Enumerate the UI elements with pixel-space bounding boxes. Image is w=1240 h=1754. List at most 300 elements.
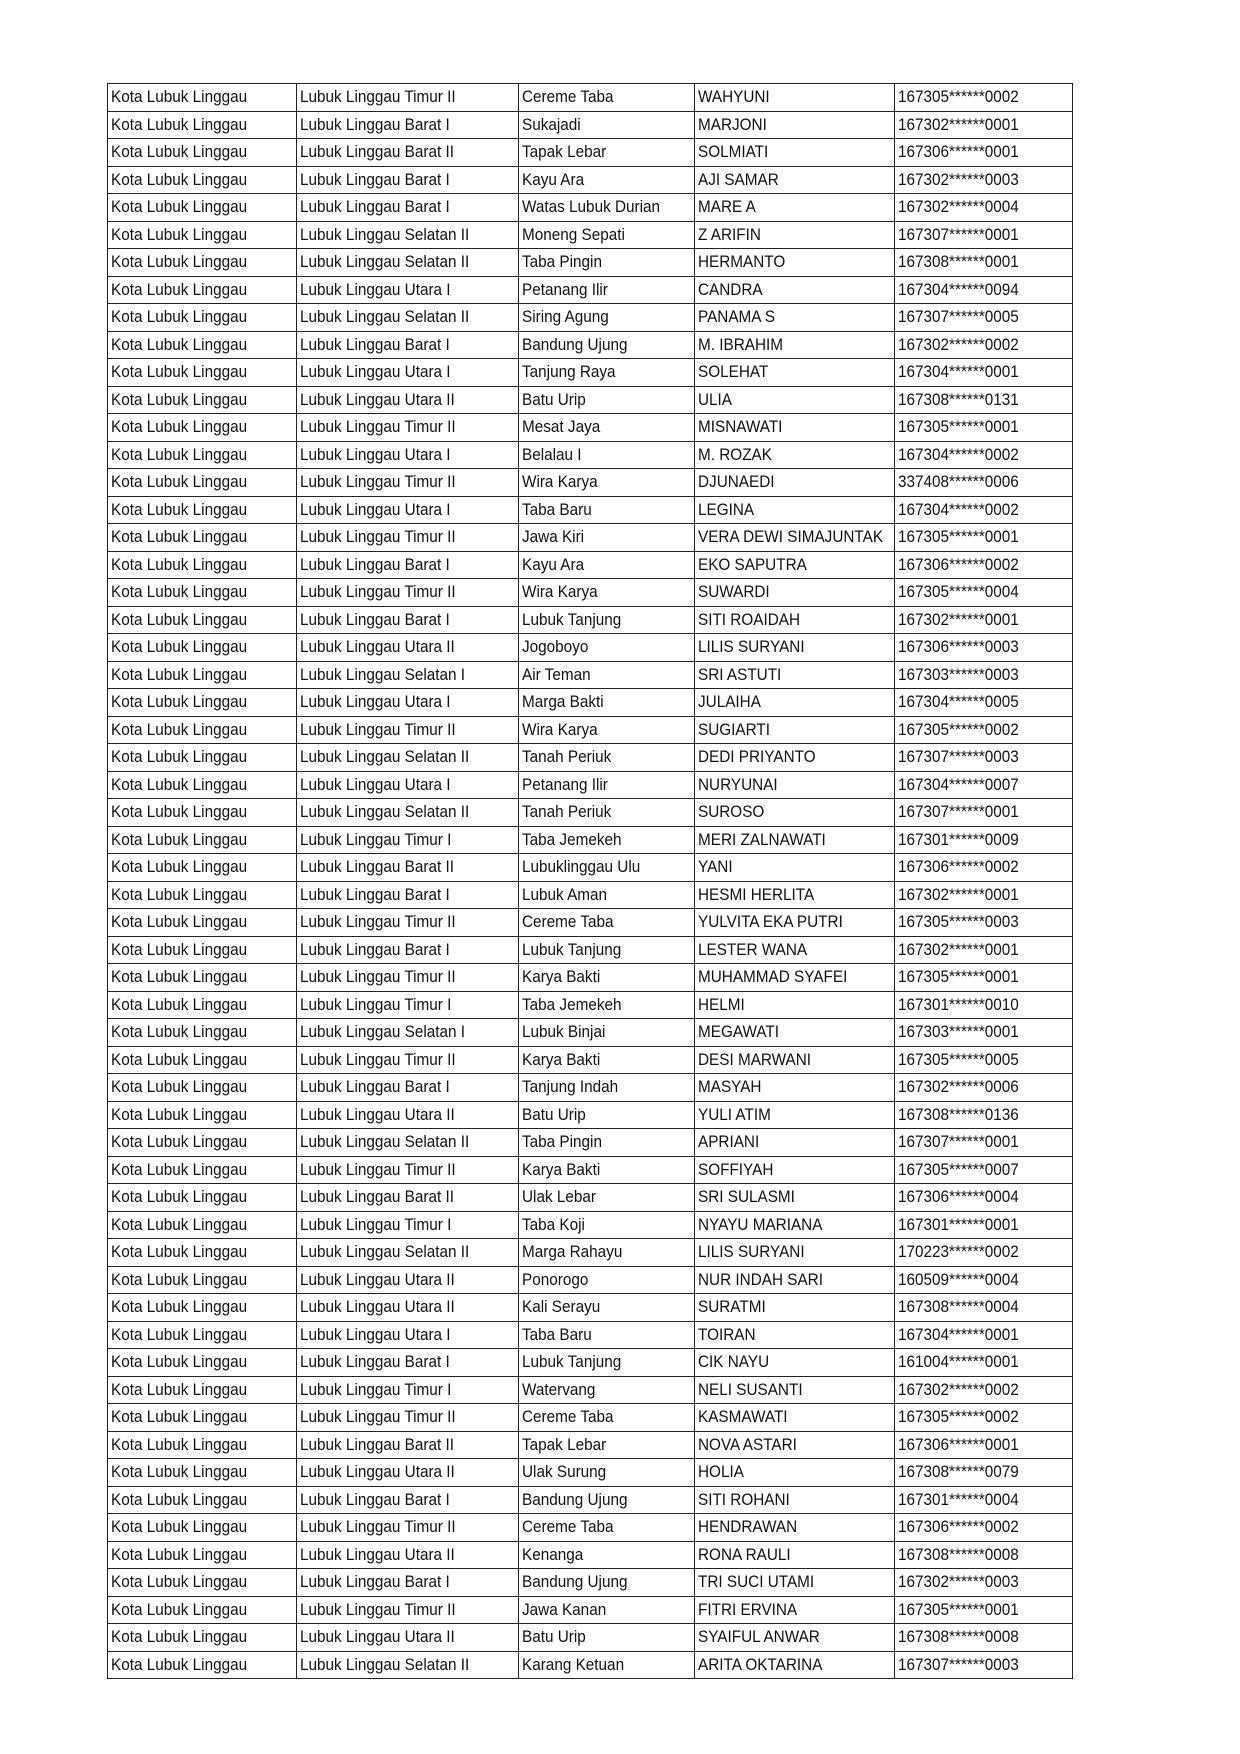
village-cell bbox=[519, 524, 695, 552]
village-cell bbox=[519, 304, 695, 332]
village-cell bbox=[519, 1321, 695, 1349]
village-cell bbox=[519, 579, 695, 607]
cell-text: Siring Agung bbox=[522, 307, 609, 327]
table-row bbox=[108, 221, 1073, 249]
cell-text: Lubuk Linggau Timur I bbox=[300, 829, 452, 849]
id-number-cell bbox=[895, 1129, 1073, 1157]
district-cell bbox=[297, 1541, 519, 1569]
village-cell bbox=[519, 1404, 695, 1432]
name-cell bbox=[695, 854, 895, 882]
cell-text: 167305******0005 bbox=[898, 1049, 1019, 1069]
id-number-cell bbox=[895, 166, 1073, 194]
cell-text: M. ROZAK bbox=[698, 444, 772, 464]
id-number-cell bbox=[895, 1624, 1073, 1652]
city-cell bbox=[108, 304, 297, 332]
cell-text: Kota Lubuk Linggau bbox=[111, 142, 248, 162]
cell-text: Air Teman bbox=[522, 664, 591, 684]
id-number-cell bbox=[895, 359, 1073, 387]
cell-text: Lubuk Linggau Barat I bbox=[300, 884, 450, 904]
city-cell bbox=[108, 936, 297, 964]
cell-text: 167308******0131 bbox=[898, 389, 1019, 409]
cell-text: Tapak Lebar bbox=[522, 1434, 607, 1454]
cell-text: MISNAWATI bbox=[698, 417, 783, 437]
table-row bbox=[108, 1239, 1073, 1267]
cell-text: Kota Lubuk Linggau bbox=[111, 1049, 248, 1069]
village-cell bbox=[519, 331, 695, 359]
city-cell bbox=[108, 661, 297, 689]
cell-text: Petanang Ilir bbox=[522, 279, 608, 299]
city-cell bbox=[108, 139, 297, 167]
district-cell bbox=[297, 331, 519, 359]
cell-text: CIK NAYU bbox=[698, 1352, 770, 1372]
village-cell bbox=[519, 771, 695, 799]
cell-text: SITI ROHANI bbox=[698, 1489, 790, 1509]
cell-text: Lubuk Linggau Utara I bbox=[300, 362, 451, 382]
table-row bbox=[108, 166, 1073, 194]
name-cell bbox=[695, 991, 895, 1019]
name-cell bbox=[695, 799, 895, 827]
cell-text: Lubuk Linggau Barat I bbox=[300, 1489, 450, 1509]
name-cell bbox=[695, 194, 895, 222]
village-cell bbox=[519, 1184, 695, 1212]
cell-text: Tanah Periuk bbox=[522, 802, 612, 822]
data-table bbox=[107, 83, 1073, 1679]
id-number-cell bbox=[895, 1431, 1073, 1459]
village-cell bbox=[519, 1486, 695, 1514]
cell-text: Lubuk Linggau Utara I bbox=[300, 774, 451, 794]
village-cell bbox=[519, 1514, 695, 1542]
cell-text: Karang Ketuan bbox=[522, 1654, 625, 1674]
cell-text: Kota Lubuk Linggau bbox=[111, 334, 248, 354]
cell-text: Kota Lubuk Linggau bbox=[111, 1297, 248, 1317]
cell-text: 167303******0003 bbox=[898, 664, 1019, 684]
village-cell bbox=[519, 1541, 695, 1569]
village-cell bbox=[519, 1101, 695, 1129]
id-number-cell bbox=[895, 1101, 1073, 1129]
cell-text: Jawa Kiri bbox=[522, 527, 585, 547]
district-cell bbox=[297, 139, 519, 167]
cell-text: Tapak Lebar bbox=[522, 142, 607, 162]
table-row bbox=[108, 881, 1073, 909]
city-cell bbox=[108, 579, 297, 607]
cell-text: Moneng Sepati bbox=[522, 224, 625, 244]
cell-text: Lubuk Linggau Utara II bbox=[300, 1462, 455, 1482]
cell-text: Lubuk Linggau Timur II bbox=[300, 527, 456, 547]
city-cell bbox=[108, 1101, 297, 1129]
cell-text: Jogoboyo bbox=[522, 637, 589, 657]
district-cell bbox=[297, 386, 519, 414]
id-number-cell bbox=[895, 1156, 1073, 1184]
district-cell bbox=[297, 1046, 519, 1074]
cell-text: Lubuk Linggau Utara I bbox=[300, 692, 451, 712]
cell-text: Petanang Ilir bbox=[522, 774, 608, 794]
cell-text: RONA RAULI bbox=[698, 1544, 791, 1564]
cell-text: Wira Karya bbox=[522, 582, 598, 602]
village-cell bbox=[519, 964, 695, 992]
cell-text: YULVITA EKA PUTRI bbox=[698, 912, 843, 932]
cell-text: Kota Lubuk Linggau bbox=[111, 1379, 248, 1399]
id-number-cell bbox=[895, 249, 1073, 277]
name-cell bbox=[695, 1211, 895, 1239]
cell-text: Kota Lubuk Linggau bbox=[111, 362, 248, 382]
name-cell bbox=[695, 964, 895, 992]
district-cell bbox=[297, 469, 519, 497]
cell-text: Lubuk Linggau Selatan II bbox=[300, 307, 470, 327]
cell-text: TRI SUCI UTAMI bbox=[698, 1572, 815, 1592]
cell-text: Lubuk Linggau Timur II bbox=[300, 1517, 456, 1537]
cell-text: Kota Lubuk Linggau bbox=[111, 472, 248, 492]
cell-text: Kota Lubuk Linggau bbox=[111, 1269, 248, 1289]
cell-text: YANI bbox=[698, 857, 733, 877]
table-row bbox=[108, 964, 1073, 992]
city-cell bbox=[108, 799, 297, 827]
id-number-cell bbox=[895, 1514, 1073, 1542]
district-cell bbox=[297, 1486, 519, 1514]
id-number-cell bbox=[895, 1184, 1073, 1212]
cell-text: Lubuk Binjai bbox=[522, 1022, 606, 1042]
id-number-cell bbox=[895, 1019, 1073, 1047]
cell-text: Kota Lubuk Linggau bbox=[111, 252, 248, 272]
cell-text: Kota Lubuk Linggau bbox=[111, 1489, 248, 1509]
cell-text: 167305******0001 bbox=[898, 417, 1019, 437]
cell-text: M. IBRAHIM bbox=[698, 334, 784, 354]
village-cell bbox=[519, 1239, 695, 1267]
table-row bbox=[108, 1459, 1073, 1487]
cell-text: 160509******0004 bbox=[898, 1269, 1019, 1289]
cell-text: Lubuk Linggau Timur II bbox=[300, 719, 456, 739]
table-row bbox=[108, 634, 1073, 662]
cell-text: DJUNAEDI bbox=[698, 472, 775, 492]
name-cell bbox=[695, 1541, 895, 1569]
table-row bbox=[108, 249, 1073, 277]
cell-text: SUGIARTI bbox=[698, 719, 770, 739]
cell-text: Kota Lubuk Linggau bbox=[111, 939, 248, 959]
district-cell bbox=[297, 1459, 519, 1487]
name-cell bbox=[695, 1596, 895, 1624]
village-cell bbox=[519, 1459, 695, 1487]
table-row bbox=[108, 1541, 1073, 1569]
city-cell bbox=[108, 1431, 297, 1459]
city-cell bbox=[108, 634, 297, 662]
cell-text: 170223******0002 bbox=[898, 1242, 1019, 1262]
village-cell bbox=[519, 1294, 695, 1322]
cell-text: SOLMIATI bbox=[698, 142, 769, 162]
cell-text: Lubuk Linggau Utara II bbox=[300, 637, 455, 657]
city-cell bbox=[108, 826, 297, 854]
cell-text: 167304******0001 bbox=[898, 1324, 1019, 1344]
table-row bbox=[108, 441, 1073, 469]
table-row bbox=[108, 1046, 1073, 1074]
village-cell bbox=[519, 1211, 695, 1239]
cell-text: KASMAWATI bbox=[698, 1407, 788, 1427]
cell-text: Lubuk Linggau Selatan II bbox=[300, 224, 470, 244]
village-cell bbox=[519, 1046, 695, 1074]
cell-text: Kota Lubuk Linggau bbox=[111, 1187, 248, 1207]
id-number-cell bbox=[895, 1404, 1073, 1432]
cell-text: 167302******0002 bbox=[898, 1379, 1019, 1399]
cell-text: Kota Lubuk Linggau bbox=[111, 692, 248, 712]
cell-text: Lubuk Linggau Utara I bbox=[300, 499, 451, 519]
district-cell bbox=[297, 194, 519, 222]
cell-text: 167307******0001 bbox=[898, 1132, 1019, 1152]
village-cell bbox=[519, 414, 695, 442]
id-number-cell bbox=[895, 331, 1073, 359]
district-cell bbox=[297, 909, 519, 937]
city-cell bbox=[108, 1046, 297, 1074]
id-number-cell bbox=[895, 84, 1073, 112]
cell-text: MUHAMMAD SYAFEI bbox=[698, 967, 848, 987]
cell-text: Lubuk Linggau Utara II bbox=[300, 1627, 455, 1647]
city-cell bbox=[108, 221, 297, 249]
village-cell bbox=[519, 359, 695, 387]
city-cell bbox=[108, 496, 297, 524]
cell-text: Lubuk Linggau Utara I bbox=[300, 279, 451, 299]
village-cell bbox=[519, 166, 695, 194]
city-cell bbox=[108, 1569, 297, 1597]
id-number-cell bbox=[895, 826, 1073, 854]
cell-text: Lubuk Linggau Barat I bbox=[300, 169, 450, 189]
district-cell bbox=[297, 1184, 519, 1212]
cell-text: MASYAH bbox=[698, 1077, 762, 1097]
name-cell bbox=[695, 1486, 895, 1514]
cell-text: SOFFIYAH bbox=[698, 1159, 774, 1179]
district-cell bbox=[297, 716, 519, 744]
table-row bbox=[108, 661, 1073, 689]
table-row bbox=[108, 606, 1073, 634]
cell-text: 167307******0001 bbox=[898, 224, 1019, 244]
name-cell bbox=[695, 1156, 895, 1184]
cell-text: Kota Lubuk Linggau bbox=[111, 912, 248, 932]
district-cell bbox=[297, 936, 519, 964]
id-number-cell bbox=[895, 1074, 1073, 1102]
cell-text: Kota Lubuk Linggau bbox=[111, 87, 248, 107]
cell-text: 167303******0001 bbox=[898, 1022, 1019, 1042]
id-number-cell bbox=[895, 716, 1073, 744]
village-cell bbox=[519, 1129, 695, 1157]
table-row bbox=[108, 496, 1073, 524]
table-row bbox=[108, 84, 1073, 112]
cell-text: Lubuk Linggau Timur II bbox=[300, 967, 456, 987]
district-cell bbox=[297, 1651, 519, 1679]
cell-text: Lubuk Tanjung bbox=[522, 939, 622, 959]
village-cell bbox=[519, 606, 695, 634]
district-cell bbox=[297, 771, 519, 799]
district-cell bbox=[297, 689, 519, 717]
name-cell bbox=[695, 689, 895, 717]
table-row bbox=[108, 1019, 1073, 1047]
id-number-cell bbox=[895, 386, 1073, 414]
cell-text: MEGAWATI bbox=[698, 1022, 780, 1042]
cell-text: 167304******0002 bbox=[898, 499, 1019, 519]
name-cell bbox=[695, 1569, 895, 1597]
name-cell bbox=[695, 1239, 895, 1267]
table-row bbox=[108, 909, 1073, 937]
city-cell bbox=[108, 1624, 297, 1652]
name-cell bbox=[695, 111, 895, 139]
city-cell bbox=[108, 1596, 297, 1624]
cell-text: ULIA bbox=[698, 389, 733, 409]
cell-text: Belalau I bbox=[522, 444, 582, 464]
cell-text: Lubuk Linggau Timur II bbox=[300, 582, 456, 602]
cell-text: Kota Lubuk Linggau bbox=[111, 1214, 248, 1234]
cell-text: LILIS SURYANI bbox=[698, 1242, 805, 1262]
cell-text: Kota Lubuk Linggau bbox=[111, 1627, 248, 1647]
table-row bbox=[108, 139, 1073, 167]
table-row bbox=[108, 854, 1073, 882]
cell-text: Lubuk Tanjung bbox=[522, 1352, 622, 1372]
cell-text: 167302******0001 bbox=[898, 609, 1019, 629]
cell-text: FITRI ERVINA bbox=[698, 1599, 798, 1619]
name-cell bbox=[695, 84, 895, 112]
cell-text: Bandung Ujung bbox=[522, 1489, 628, 1509]
cell-text: DEDI PRIYANTO bbox=[698, 747, 816, 767]
cell-text: 167301******0010 bbox=[898, 994, 1019, 1014]
village-cell bbox=[519, 1266, 695, 1294]
district-cell bbox=[297, 606, 519, 634]
cell-text: Lubuk Linggau Timur II bbox=[300, 472, 456, 492]
cell-text: Bandung Ujung bbox=[522, 1572, 628, 1592]
city-cell bbox=[108, 469, 297, 497]
cell-text: 167308******0004 bbox=[898, 1297, 1019, 1317]
name-cell bbox=[695, 881, 895, 909]
cell-text: 167308******0079 bbox=[898, 1462, 1019, 1482]
cell-text: Kota Lubuk Linggau bbox=[111, 1407, 248, 1427]
city-cell bbox=[108, 111, 297, 139]
cell-text: PANAMA S bbox=[698, 307, 776, 327]
cell-text: 167306******0001 bbox=[898, 142, 1019, 162]
cell-text: Karya Bakti bbox=[522, 967, 601, 987]
city-cell bbox=[108, 1321, 297, 1349]
cell-text: JULAIHA bbox=[698, 692, 761, 712]
cell-text: MARJONI bbox=[698, 114, 767, 134]
table-row bbox=[108, 1376, 1073, 1404]
cell-text: Kota Lubuk Linggau bbox=[111, 307, 248, 327]
cell-text: SOLEHAT bbox=[698, 362, 769, 382]
table-row bbox=[108, 744, 1073, 772]
table-row bbox=[108, 1431, 1073, 1459]
district-cell bbox=[297, 881, 519, 909]
name-cell bbox=[695, 1266, 895, 1294]
city-cell bbox=[108, 1541, 297, 1569]
name-cell bbox=[695, 1046, 895, 1074]
cell-text: Kota Lubuk Linggau bbox=[111, 719, 248, 739]
cell-text: Batu Urip bbox=[522, 389, 586, 409]
cell-text: Kota Lubuk Linggau bbox=[111, 197, 248, 217]
cell-text: NURYUNAI bbox=[698, 774, 778, 794]
district-cell bbox=[297, 111, 519, 139]
city-cell bbox=[108, 386, 297, 414]
village-cell bbox=[519, 1019, 695, 1047]
id-number-cell bbox=[895, 1569, 1073, 1597]
cell-text: 161004******0001 bbox=[898, 1352, 1019, 1372]
id-number-cell bbox=[895, 111, 1073, 139]
name-cell bbox=[695, 331, 895, 359]
cell-text: Karya Bakti bbox=[522, 1159, 601, 1179]
city-cell bbox=[108, 1404, 297, 1432]
village-cell bbox=[519, 1624, 695, 1652]
city-cell bbox=[108, 606, 297, 634]
cell-text: Lubuk Linggau Utara II bbox=[300, 389, 455, 409]
name-cell bbox=[695, 1624, 895, 1652]
name-cell bbox=[695, 1129, 895, 1157]
id-number-cell bbox=[895, 1596, 1073, 1624]
cell-text: Kota Lubuk Linggau bbox=[111, 389, 248, 409]
id-number-cell bbox=[895, 1376, 1073, 1404]
district-cell bbox=[297, 1239, 519, 1267]
id-number-cell bbox=[895, 964, 1073, 992]
village-cell bbox=[519, 1074, 695, 1102]
cell-text: Kota Lubuk Linggau bbox=[111, 1517, 248, 1537]
district-cell bbox=[297, 551, 519, 579]
cell-text: Lubuklinggau Ulu bbox=[522, 857, 641, 877]
id-number-cell bbox=[895, 634, 1073, 662]
name-cell bbox=[695, 771, 895, 799]
city-cell bbox=[108, 1211, 297, 1239]
cell-text: Kota Lubuk Linggau bbox=[111, 774, 248, 794]
cell-text: 167305******0001 bbox=[898, 967, 1019, 987]
cell-text: Lubuk Linggau Utara I bbox=[300, 444, 451, 464]
cell-text: 167308******0008 bbox=[898, 1544, 1019, 1564]
cell-text: HOLIA bbox=[698, 1462, 744, 1482]
cell-text: Lubuk Linggau Selatan I bbox=[300, 664, 466, 684]
table-row bbox=[108, 1486, 1073, 1514]
cell-text: Marga Rahayu bbox=[522, 1242, 623, 1262]
cell-text: Tanjung Indah bbox=[522, 1077, 619, 1097]
table-row bbox=[108, 1404, 1073, 1432]
cell-text: Kota Lubuk Linggau bbox=[111, 1159, 248, 1179]
cell-text: 167305******0004 bbox=[898, 582, 1019, 602]
id-number-cell bbox=[895, 689, 1073, 717]
cell-text: Lubuk Linggau Utara II bbox=[300, 1297, 455, 1317]
cell-text: MERI ZALNAWATI bbox=[698, 829, 826, 849]
cell-text: 167302******0003 bbox=[898, 169, 1019, 189]
id-number-cell bbox=[895, 991, 1073, 1019]
cell-text: Lubuk Linggau Barat I bbox=[300, 334, 450, 354]
district-cell bbox=[297, 249, 519, 277]
cell-text: 167302******0003 bbox=[898, 1572, 1019, 1592]
cell-text: DESI MARWANI bbox=[698, 1049, 812, 1069]
cell-text: Kota Lubuk Linggau bbox=[111, 1352, 248, 1372]
id-number-cell bbox=[895, 606, 1073, 634]
name-cell bbox=[695, 139, 895, 167]
cell-text: LEGINA bbox=[698, 499, 755, 519]
city-cell bbox=[108, 1266, 297, 1294]
city-cell bbox=[108, 854, 297, 882]
cell-text: YULI ATIM bbox=[698, 1104, 771, 1124]
cell-text: 167307******0003 bbox=[898, 747, 1019, 767]
id-number-cell bbox=[895, 1266, 1073, 1294]
table-row bbox=[108, 524, 1073, 552]
name-cell bbox=[695, 909, 895, 937]
cell-text: 167306******0002 bbox=[898, 554, 1019, 574]
cell-text: Sukajadi bbox=[522, 114, 581, 134]
cell-text: 167305******0001 bbox=[898, 1599, 1019, 1619]
name-cell bbox=[695, 1294, 895, 1322]
village-cell bbox=[519, 84, 695, 112]
cell-text: Lubuk Linggau Barat II bbox=[300, 1187, 454, 1207]
cell-text: 167306******0001 bbox=[898, 1434, 1019, 1454]
cell-text: Lubuk Linggau Timur I bbox=[300, 1379, 452, 1399]
cell-text: Taba Baru bbox=[522, 499, 592, 519]
cell-text: Taba Jemekeh bbox=[522, 994, 622, 1014]
cell-text: Kota Lubuk Linggau bbox=[111, 499, 248, 519]
cell-text: 167304******0094 bbox=[898, 279, 1019, 299]
district-cell bbox=[297, 1349, 519, 1377]
cell-text: Lubuk Aman bbox=[522, 884, 608, 904]
cell-text: Kayu Ara bbox=[522, 169, 585, 189]
cell-text: Lubuk Linggau Timur I bbox=[300, 1214, 452, 1234]
district-cell bbox=[297, 799, 519, 827]
